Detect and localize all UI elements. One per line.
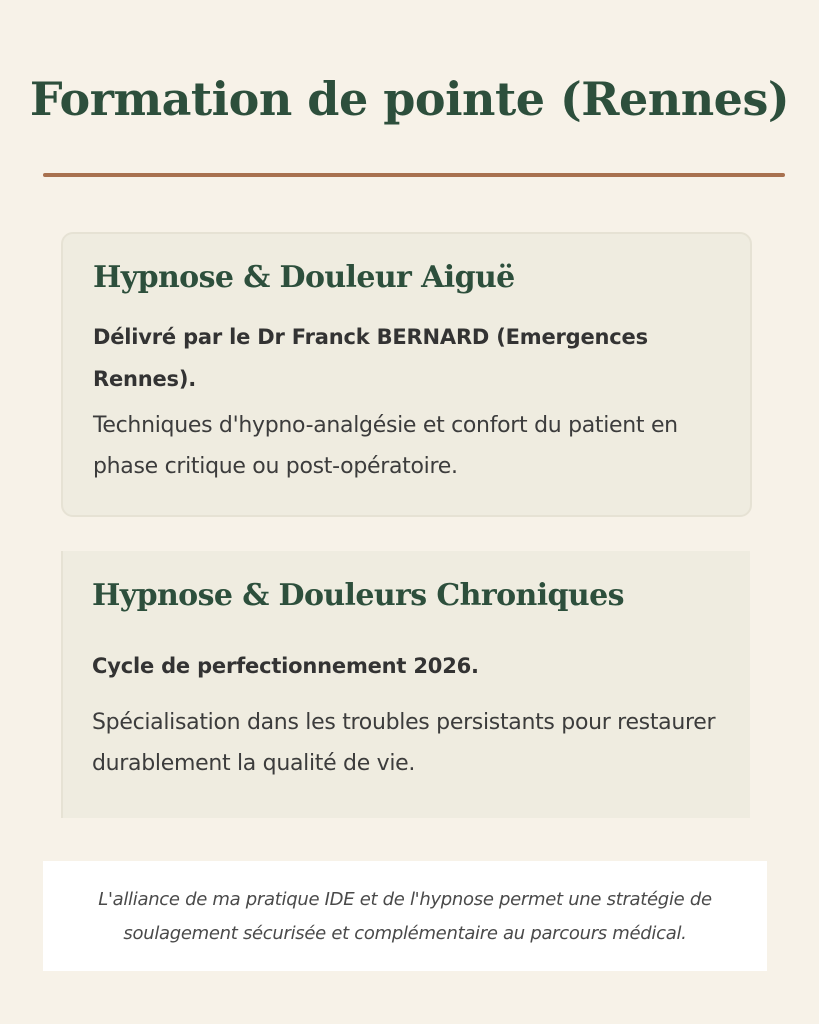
card-description: Techniques d'hypno-analgésie et confort du patient en phase critique ou post-opératoire.: [93, 413, 678, 479]
footer-quote: L'alliance de ma pratique IDE et de l'hypnose permet une stratégie de soulagement sécurisée et complémentaire au parcours médical.: [98, 889, 712, 944]
page-title: Formation de pointe (Rennes): [29, 72, 790, 126]
footer-quote-box: [43, 861, 767, 971]
training-card-chronic-pain: [61, 551, 750, 818]
training-card-acute-pain: [61, 232, 752, 517]
card-description: Spécialisation dans les troubles persistants pour restaurer durablement la qualité de vie.: [92, 710, 716, 776]
card-subtitle: Cycle de perfectionnement 2026.: [92, 654, 479, 678]
title-divider: [43, 173, 785, 177]
card-title: Hypnose & Douleurs Chroniques: [92, 578, 624, 613]
card-title: Hypnose & Douleur Aiguë: [93, 260, 515, 295]
card-subtitle: Délivré par le Dr Franck BERNARD (Emergences Rennes).: [93, 325, 648, 391]
